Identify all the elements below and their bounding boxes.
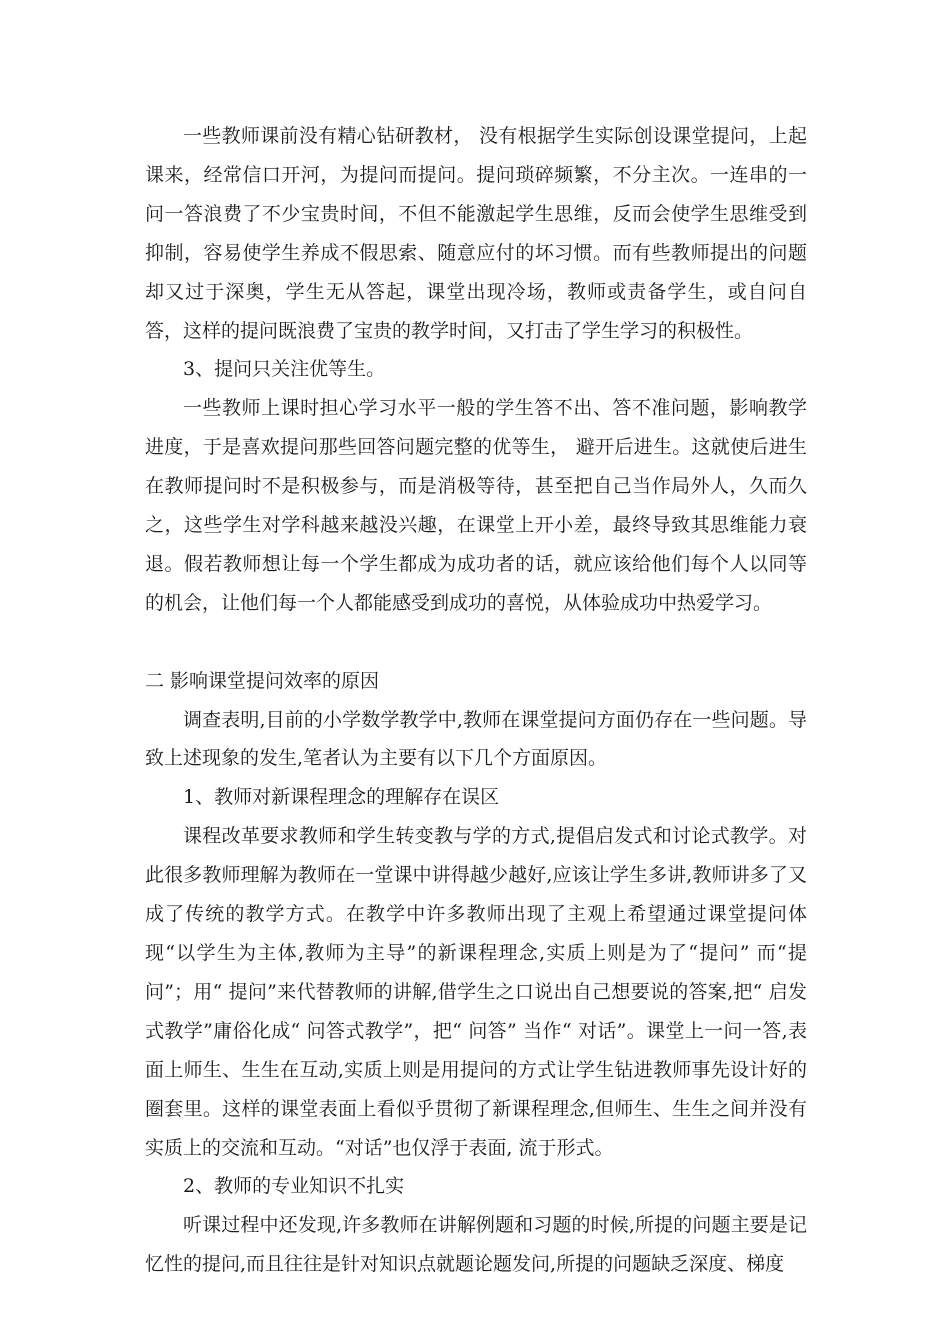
paragraph-weak-knowledge: 听课过程中还发现,许多教师在讲解例题和习题的时候,所提的问题主要是记忆性的提问,而且往往是针对知识点就题论题发问,所提的问题缺乏深度、梯度: [145, 1214, 807, 1276]
paragraph-causes-intro: 调查表明,目前的小学数学教学中,教师在课堂提问方面仍存在一些问题。导致上述现象的发生,笔者认为主要有以下几个方面原因。: [145, 708, 807, 770]
document-body: [145, 117, 807, 1284]
paragraph-misunderstanding: 课程改革要求教师和学生转变教与学的方式,提倡启发式和讨论式教学。对此很多教师理解为教师在一堂课中讲得越少越好,应该让学生多讲,教师讲多了又成了传统的教学方式。在教学中许多教师出现了主观上希望通过课堂提问体现“以学生为主体,教师为主导”的新课程理念,实质上则是为了“提问” 而“提问”；用“ 提问”来代替教师的讲解,借学生之口说出自己想要说的答案,把“ 启发式教学”庸俗化成“ 问答式教学”，把“ 问答” 当作“ 对话”。课堂上一问一答,表面上师生、生生在互动,实质上则是用提问的方式让学生钻进教师事先设计好的圈套里。这样的课堂表面上看似乎贯彻了新课程理念,但师生、生生之间并没有实质上的交流和互动。“对话”也仅浮于表面, 流于形式。: [145, 825, 807, 1159]
section-title-causes: 二 影响课堂提问效率的原因: [145, 669, 380, 692]
paragraph-top-students: 一些教师上课时担心学习水平一般的学生答不出、答不准问题，影响教学进度，于是喜欢提问那些回答问题完整的优等生， 避开后进生。这就使后进生在教师提问时不是积极参与，而是消极等待，甚至把自己当作局外人，久而久之，这些学生对学科越来越没兴趣，在课堂上开小差，最终导致其思维能力衰退。假若教师想让每一个学生都成为成功者的话，就应该给他们每个人以同等的机会，让他们每一个人都能感受到成功的喜悦，从体验成功中热爱学习。: [145, 397, 807, 614]
subheading-weak-knowledge: 2、教师的专业知识不扎实: [183, 1175, 405, 1198]
subheading-top-students: 3、提问只关注优等生。: [183, 358, 386, 381]
subheading-misunderstanding: 1、教师对新课程理念的理解存在误区: [183, 786, 500, 809]
paragraph-improper-questioning: 一些教师课前没有精心钻研教材， 没有根据学生实际创设课堂提问，上起课来，经常信口开河，为提问而提问。提问琐碎频繁，不分主次。一连串的一问一答浪费了不少宝贵时间，不但不能激起学生思维，反而会使学生思维受到抑制，容易使学生养成不假思索、随意应付的坏习惯。而有些教师提出的问题却又过于深奥，学生无从答起，课堂出现冷场，教师或责备学生，或自问自答，这样的提问既浪费了宝贵的教学时间，又打击了学生学习的积极性。: [145, 125, 807, 342]
